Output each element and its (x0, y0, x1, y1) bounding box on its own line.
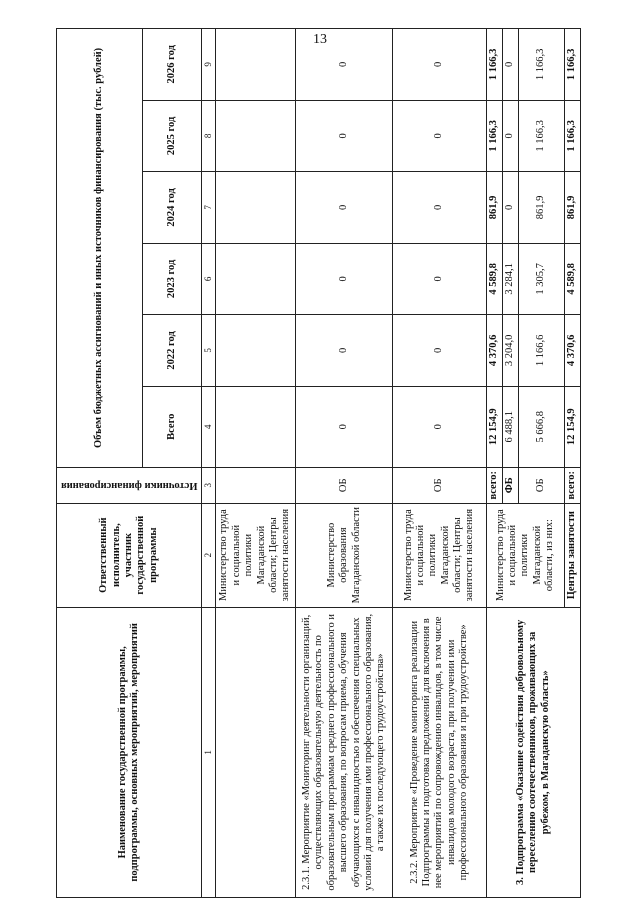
header-source (57, 467, 202, 503)
page-number: 13 (313, 32, 327, 47)
row2-name: 2.3.2. Мероприятие «Проведение мониторинга реализации Подпрограммы и подготовка предложений для включения в нее мероприятий по сопровождению инвалидов, в том числе инвалидов молодого возраста, при получении ими профессионального образования и при трудоустройстве» (393, 607, 487, 897)
row3-source: всего: (487, 467, 503, 503)
row0-executor: Министерство труда и социальной политики Магаданской области; Центры занятости населения (215, 503, 295, 607)
row3-executor-a: Министерство труда и социальной политики Магаданской области, из них: (487, 503, 565, 607)
row0-cell (215, 386, 295, 467)
row1-value: 0 (296, 172, 393, 244)
header-year-2026: 2026 год (143, 29, 202, 101)
row3-value: 0 (503, 100, 519, 172)
row1-value: 0 (296, 386, 393, 467)
header-name: Наименование государственной программы, подпрограммы, основных мероприятий, мероприятий (57, 607, 202, 897)
header-source-text: Источники финансирования (60, 480, 198, 492)
row3-name: 3. Подпрограмма «Оказание содействия добровольному переселению соотечественников, проживающих за рубежом, в Магаданскую область» (487, 607, 581, 897)
header-year-2023: 2023 год (143, 243, 202, 315)
row3-source: ОБ (519, 467, 565, 503)
row3-value: 6 488,1 (503, 386, 519, 467)
column-index-row (202, 29, 216, 898)
row2-value: 0 (393, 243, 487, 315)
table-row (487, 29, 503, 898)
row3-value: 1 166,3 (519, 29, 565, 101)
row3-value: 0 (503, 29, 519, 101)
row3-value: 4 589,8 (487, 243, 503, 315)
row2-source: ОБ (393, 467, 487, 503)
col-index: 8 (202, 100, 216, 172)
row3-value: 1 305,7 (519, 243, 565, 315)
row3-value: 4 370,6 (487, 315, 503, 387)
row2-value: 0 (393, 386, 487, 467)
row3-value: 1 166,3 (487, 100, 503, 172)
row1-name: 2.3.1. Мероприятие «Мониторинг деятельности организаций, осуществляющих образовательную деятельность по образовательным программам среднего профессионального и высшего образования, по вопросам приема, обучения обучающихся с инвалидностью и обеспечения специальных условий для получения ими профессионального образования, а также их последующего трудоустройства» (296, 607, 393, 897)
row2-value: 0 (393, 172, 487, 244)
row3-source: всего: (564, 467, 580, 503)
table-row (296, 29, 393, 898)
row3-value: 3 204,0 (503, 315, 519, 387)
row1-value: 0 (296, 29, 393, 101)
row3-value: 4 589,8 (564, 243, 580, 315)
row3-value: 861,9 (519, 172, 565, 244)
row3-value: 861,9 (564, 172, 580, 244)
financing-table (56, 28, 581, 898)
row3-source: ФБ (503, 467, 519, 503)
header-executor: Ответственный исполнитель, участник государственной программы (57, 503, 202, 607)
rotated-table-wrapper (56, 28, 581, 898)
row3-value: 1 166,3 (564, 100, 580, 172)
row3-value: 4 370,6 (564, 315, 580, 387)
row1-value: 0 (296, 243, 393, 315)
row1-source: ОБ (296, 467, 393, 503)
col-index: 4 (202, 386, 216, 467)
row0-cell (215, 100, 295, 172)
header-year-2022: 2022 год (143, 315, 202, 387)
header-volume: Объем бюджетных ассигнований и иных источников финансирования (тыс. рублей) (57, 29, 143, 468)
table-row (215, 29, 295, 898)
row3-value: 5 666,8 (519, 386, 565, 467)
header-year-total: Всего (143, 386, 202, 467)
col-index: 1 (202, 607, 216, 897)
row1-value: 0 (296, 100, 393, 172)
row0-cell (215, 29, 295, 101)
row3-value: 12 154,9 (564, 386, 580, 467)
row3-value: 1 166,3 (519, 100, 565, 172)
row2-value: 0 (393, 100, 487, 172)
col-index: 6 (202, 243, 216, 315)
table-row (393, 29, 487, 898)
row2-value: 0 (393, 29, 487, 101)
col-index: 2 (202, 503, 216, 607)
row3-value: 861,9 (487, 172, 503, 244)
row1-value: 0 (296, 315, 393, 387)
row1-executor: Министерство образования Магаданской области (296, 503, 393, 607)
row0-source (215, 467, 295, 503)
col-index: 3 (202, 467, 216, 503)
row3-value: 12 154,9 (487, 386, 503, 467)
header-year-2025: 2025 год (143, 100, 202, 172)
row2-value: 0 (393, 315, 487, 387)
row0-cell (215, 243, 295, 315)
row3-executor-b: Центры занятости (564, 503, 580, 607)
row3-value: 3 284,1 (503, 243, 519, 315)
row3-value: 1 166,3 (564, 29, 580, 101)
col-index: 9 (202, 29, 216, 101)
row3-value: 1 166,6 (519, 315, 565, 387)
row0-cell (215, 172, 295, 244)
row0-name (215, 607, 295, 897)
col-index: 5 (202, 315, 216, 387)
row3-value: 1 166,3 (487, 29, 503, 101)
col-index: 7 (202, 172, 216, 244)
row3-value: 0 (503, 172, 519, 244)
header-year-2024: 2024 год (143, 172, 202, 244)
row0-cell (215, 315, 295, 387)
row2-executor: Министерство труда и социальной политики Магаданской области; Центры занятости населения (393, 503, 487, 607)
